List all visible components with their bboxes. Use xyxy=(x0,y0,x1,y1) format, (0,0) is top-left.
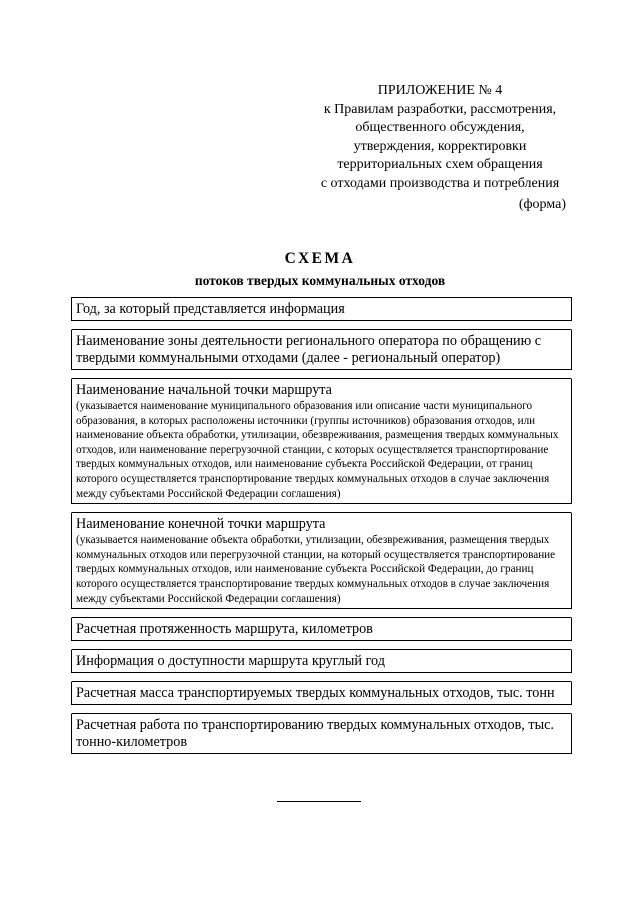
form-label: (форма) xyxy=(518,197,566,212)
row-gap xyxy=(71,504,572,513)
appendix-number: ПРИЛОЖЕНИЕ № 4 xyxy=(377,83,503,98)
row-operator-zone xyxy=(72,330,571,370)
row-title: Расчетная протяженность маршрута, километров xyxy=(76,621,373,638)
appendix-line-1: к Правилам разработки, рассмотрения, xyxy=(323,101,557,117)
appendix-heading xyxy=(300,82,580,193)
row-title: Информация о доступности маршрута круглый год xyxy=(76,653,385,670)
row-gap xyxy=(71,705,572,714)
row-title: Наименование зоны деятельности регионального оператора по обращению с твердыми коммунальными отходами (далее - региональный оператор) xyxy=(76,333,542,366)
row-route-end xyxy=(72,513,571,609)
row-reporting-year xyxy=(72,298,571,321)
document-subtitle: потоков твердых коммунальных отходов xyxy=(194,273,446,288)
row-gap xyxy=(71,673,572,682)
row-waste-mass xyxy=(72,682,571,705)
row-note: (указывается наименование объекта обработки, утилизации, обезвреживания, размещения твердых коммунальных отходов или перегрузочной станции, на который осуществляется транспортирование твердых коммунальных отходов, или наименование субъекта Российской Федерации, до границ которого осуществляется транспортирование твердых коммунальных отходов в случае заключения между субъектами Российской Федерации соглашения) xyxy=(76,534,556,605)
row-route-availability xyxy=(72,650,571,673)
row-note: (указывается наименование муниципального образования или описание части муниципального образования, в которых расположены источники (группы источников) образования отходов, или наименование объекта обработки, утилизации, обезвреживания, размещения твердых коммунальных отходов, или наименование перегрузочной станции, с которых осуществляется транспортирование твердых коммунальных отходов, или наименование субъекта Российской Федерации, от границ которого осуществляется транспортирование твердых коммунальных отходов в случае заключения между субъектами Российской Федерации соглашения) xyxy=(76,400,559,500)
appendix-line-5: с отходами производства и потребления xyxy=(320,175,560,191)
row-route-length xyxy=(72,618,571,641)
row-gap xyxy=(71,370,572,379)
row-title: Наименование конечной точки маршрута xyxy=(76,516,326,533)
row-title: Расчетная работа по транспортированию твердых коммунальных отходов, тыс. тонно-километров xyxy=(76,717,554,751)
appendix-line-3: утверждения, корректировки xyxy=(353,138,527,154)
row-title: Расчетная масса транспортируемых твердых коммунальных отходов, тыс. тонн xyxy=(76,685,555,702)
row-route-start xyxy=(72,379,571,504)
schema-form-table xyxy=(71,297,572,754)
row-transport-work xyxy=(72,714,571,754)
row-gap xyxy=(71,609,572,618)
row-gap xyxy=(71,321,572,330)
appendix-line-2: общественного обсуждения, xyxy=(355,120,525,135)
row-gap xyxy=(71,641,572,650)
end-divider xyxy=(277,801,361,802)
document-title: СХЕМА xyxy=(284,250,356,267)
row-title: Наименование начальной точки маршрута xyxy=(76,382,332,398)
appendix-line-4: территориальных схем обращения xyxy=(337,157,543,172)
row-title: Год, за который представляется информация xyxy=(76,301,345,317)
